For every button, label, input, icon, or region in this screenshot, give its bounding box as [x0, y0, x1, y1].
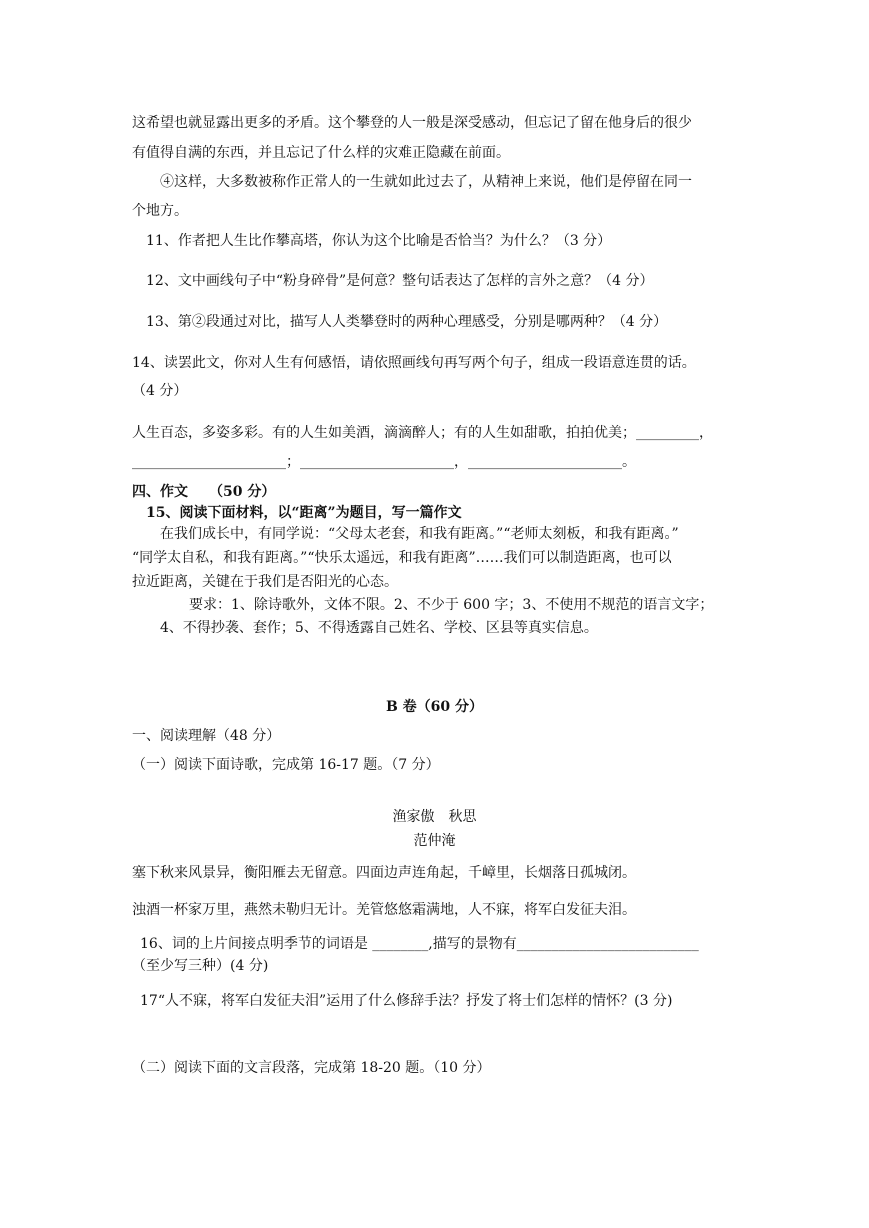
question-14-line-1: 14、读罢此文，你对人生有何感悟，请依照画线句再写两个句子，组成一段语意连贯的话。: [132, 355, 696, 371]
material-line-3: 拉近距离，关键在于我们是否阳光的心态。: [132, 574, 398, 590]
question-14-line-2: （4 分）: [132, 383, 188, 399]
requirements-line-2: 4、不得抄袭、套作；5、不得透露自己姓名、学校、区县等真实信息。: [160, 620, 598, 636]
paragraph-4-line-2: 个地方。: [132, 203, 188, 219]
question-14-fill-line-2: ______________________；______________________，______________________。: [132, 454, 636, 470]
material-line-1: 在我们成长中，有同学说：“父母太老套，和我有距离。”“老师太刻板，和我有距离。”: [160, 526, 679, 542]
paragraph-3-line-1: 这希望也就显露出更多的矛盾。这个攀登的人一般是深受感动，但忘记了留在他身后的很少: [132, 115, 692, 131]
poem-line-1: 塞下秋来风景异，衡阳雁去无留意。四面边声连角起，千嶂里，长烟落日孤城闭。: [132, 865, 636, 881]
composition-heading: 四、作文 （50 分）: [132, 484, 276, 500]
subsection-1-instruction: （一）阅读下面诗歌，完成第 16-17 题。（7 分）: [132, 757, 440, 773]
poem-author: 范仲淹: [413, 833, 456, 849]
paragraph-4-line-1: ④这样，大多数被称作正常人的一生就如此过去了，从精神上来说，他们是停留在同一: [160, 174, 692, 190]
poem-title: 渔家傲 秋思: [392, 809, 477, 825]
question-12: 12、文中画线句子中“粉身碎骨”是何意？整句话表达了怎样的言外之意？（4 分）: [146, 273, 654, 289]
poem-line-2: 浊酒一杯家万里，燕然未勒归无计。羌管悠悠霜满地，人不寐，将军白发征夫泪。: [132, 902, 636, 918]
question-11: 11、作者把人生比作攀高塔，你认为这个比喻是否恰当？为什么？（3 分）: [146, 233, 612, 249]
question-13: 13、第②段通过对比，描写人人类攀登时的两种心理感受，分别是哪两种？（4 分）: [146, 314, 668, 330]
question-15: 15、阅读下面材料，以“距离”为题目，写一篇作文: [146, 505, 462, 521]
material-line-2: “同学太自私，和我有距离。”“快乐太遥远，和我有距离”……我们可以制造距离，也可以: [132, 550, 672, 566]
question-16-line-1: 16、词的上片间接点明季节的词语是 ________,描写的景物有__________________________: [140, 936, 699, 952]
section-1-heading: 一、阅读理解（48 分）: [132, 728, 281, 744]
part-b-title: B 卷（60 分）: [385, 699, 484, 715]
question-14-fill-line-1: 人生百态，多姿多彩。有的人生如美酒，滴滴醉人；有的人生如甜歌，拍拍优美；_________，: [132, 425, 713, 441]
paragraph-3-line-2: 有值得自满的东西，并且忘记了什么样的灾难正隐藏在前面。: [132, 145, 510, 161]
subsection-2-instruction: （二）阅读下面的文言段落，完成第 18-20 题。（10 分）: [132, 1060, 491, 1076]
question-17: 17“人不寐，将军白发征夫泪”运用了什么修辞手法？抒发了将士们怎样的情怀？(3 分): [140, 993, 673, 1009]
requirements-line-1: 要求：1、除诗歌外，文体不限。2、不少于 600 字；3、不使用不规范的语言文字；: [189, 597, 714, 613]
question-16-line-2: （至少写三种）(4 分): [132, 958, 269, 974]
